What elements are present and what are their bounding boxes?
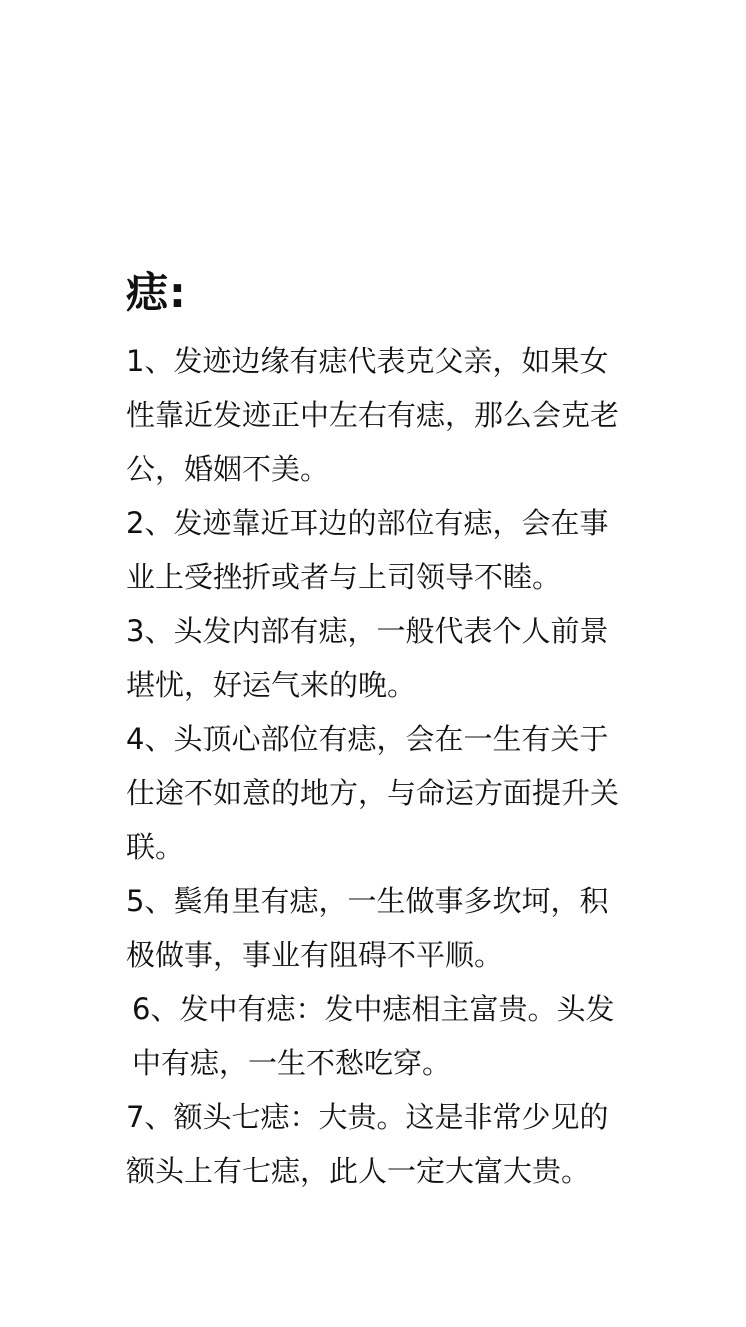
item-list (126, 334, 626, 1198)
list-item-5: 5、鬓角里有痣，一生做事多坎坷，积极做事，事业有阻碍不平顺。 (126, 884, 609, 972)
list-item-4: 4、头顶心部位有痣，会在一生有关于仕途不如意的地方，与命运方面提升关联。 (126, 722, 620, 864)
document-body (126, 262, 626, 1198)
list-item-3: 3、头发内部有痣，一般代表个人前景堪忧，好运气来的晚。 (126, 614, 609, 702)
list-item-2: 2、发迹靠近耳边的部位有痣，会在事业上受挫折或者与上司领导不睦。 (126, 506, 609, 594)
list-item-1: 1、发迹边缘有痣代表克父亲，如果女性靠近发迹正中左右有痣，那么会克老公，婚姻不美。 (126, 344, 620, 486)
document-title: 痣: (126, 268, 187, 317)
list-item-6: 6、发中有痣：发中痣相主富贵。头发中有痣，一生不愁吃穿。 (132, 992, 615, 1080)
list-item-7: 7、额头七痣：大贵。这是非常少见的额头上有七痣，此人一定大富大贵。 (126, 1100, 609, 1188)
